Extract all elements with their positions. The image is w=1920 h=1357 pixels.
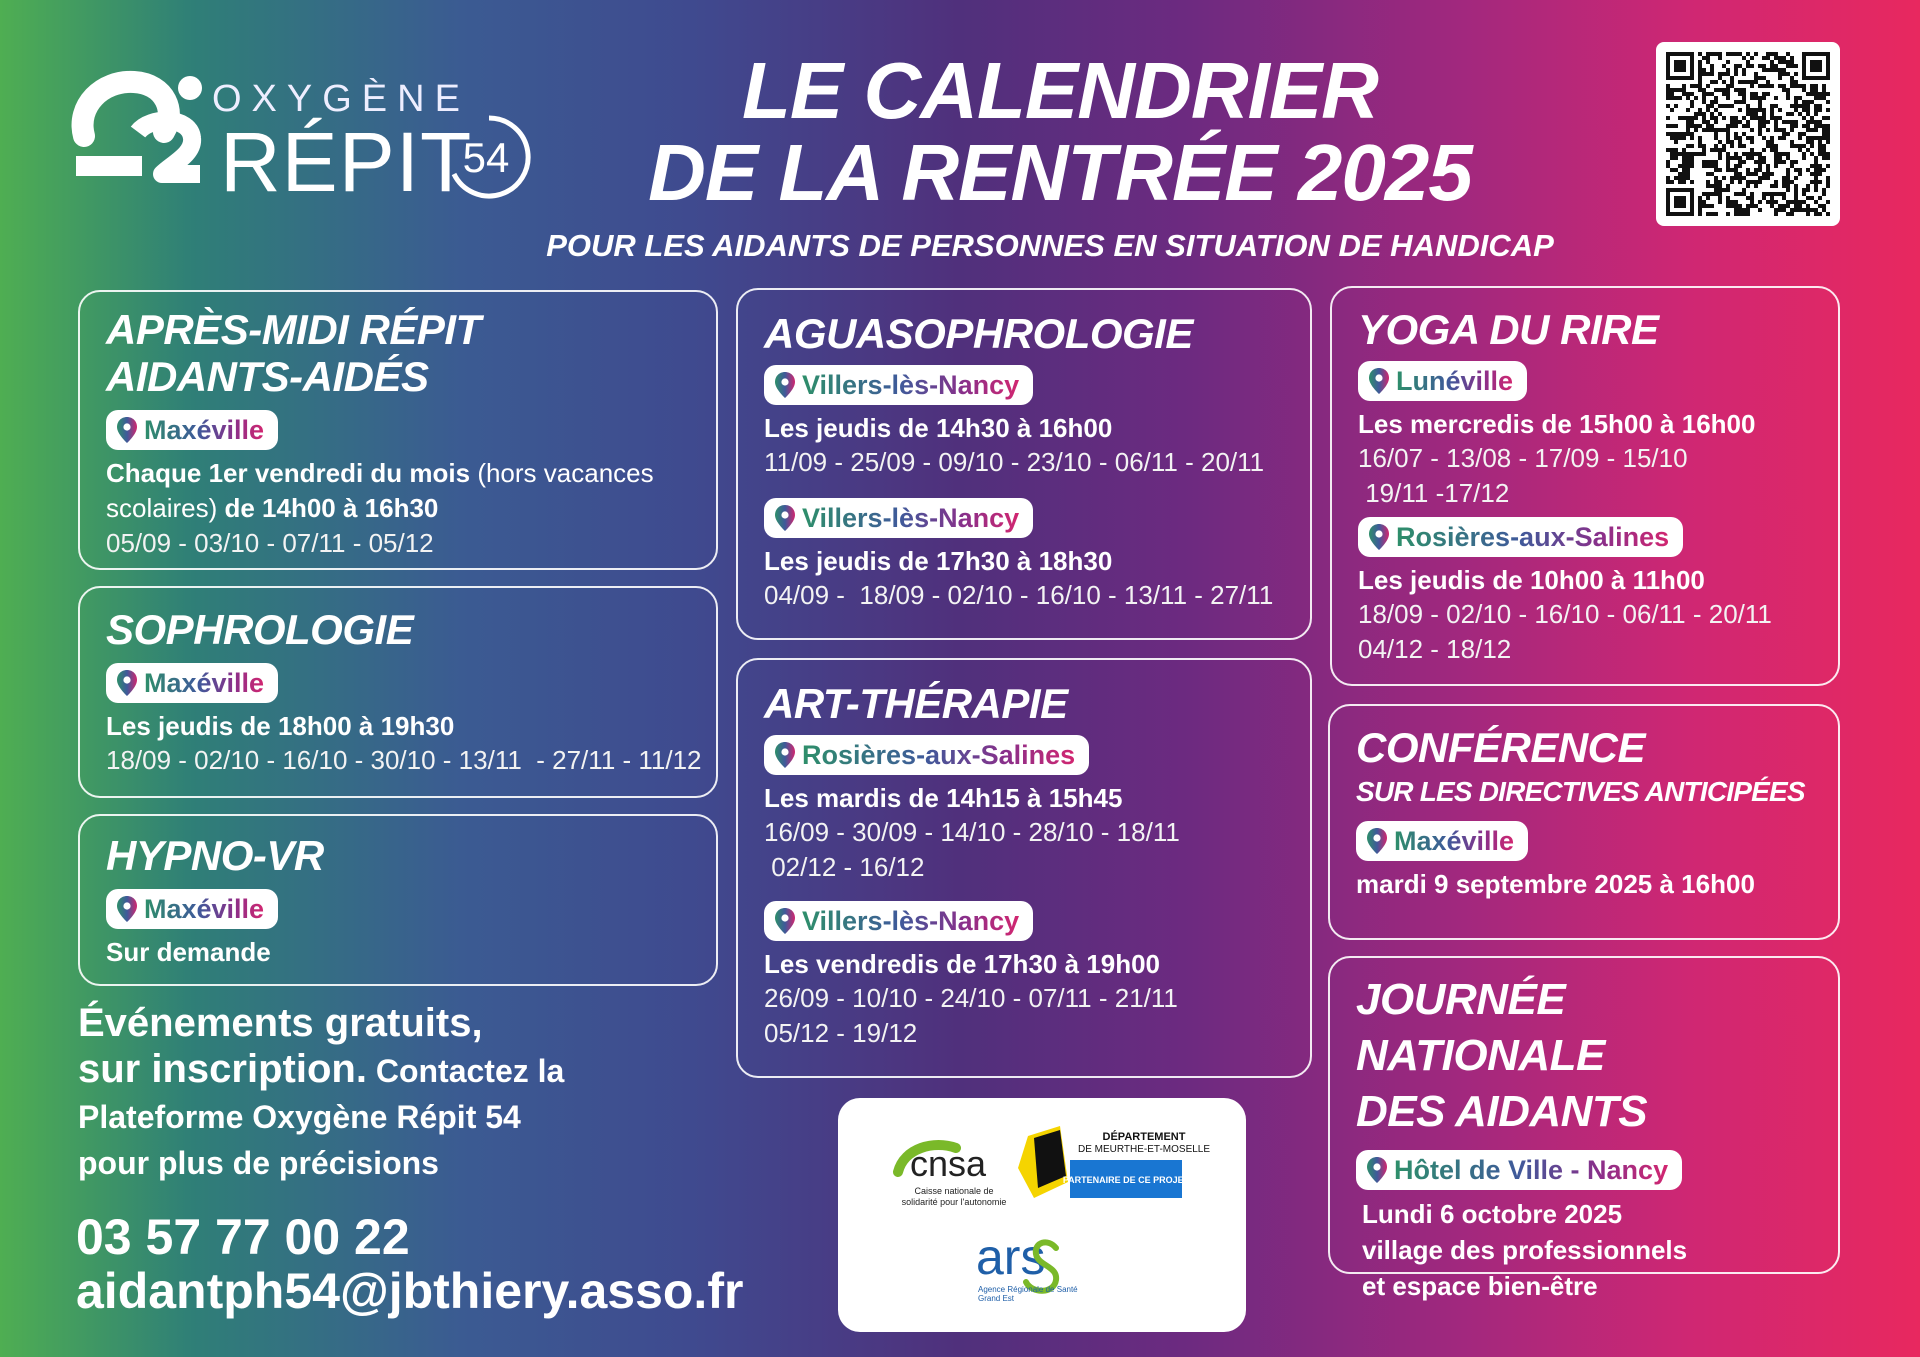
location-pin-icon — [774, 741, 796, 769]
email-address[interactable]: aidantph54@jbthiery.asso.fr — [76, 1263, 744, 1319]
event-date: Lundi 6 octobre 2025 — [1362, 1199, 1623, 1229]
departement-logo — [1018, 1126, 1210, 1198]
location-name: Villers-lès-Nancy — [802, 906, 1020, 936]
schedule-text — [106, 456, 690, 526]
location-pin-icon — [774, 907, 796, 935]
location-name: Maxéville — [144, 668, 265, 698]
dates-line-2: 02/12 - 16/12 — [764, 852, 925, 882]
page-subtitle: POUR LES AIDANTS DE PERSONNES EN SITUATION DE HANDICAP — [546, 228, 1554, 263]
card-sophrologie — [78, 586, 718, 798]
dates-list: 04/09 - 18/09 - 02/10 - 16/10 - 13/11 - 27/11 — [764, 580, 1274, 610]
card-title-line-2: DES AIDANTS — [1356, 1087, 1648, 1136]
dept-line-2: DE MEURTHE-ET-MOSELLE — [1077, 1144, 1211, 1155]
dates-list: 18/09 - 02/10 - 16/10 - 30/10 - 13/11 - 27/11 - 11/12 — [106, 745, 702, 775]
qr-code[interactable] — [1656, 42, 1840, 226]
card-journee-nationale — [1328, 956, 1840, 1301]
schedule-text: Les mercredis de 15h00 à 16h00 — [1358, 409, 1756, 439]
contact-text: Contactez la — [366, 1053, 565, 1089]
location-badge — [106, 663, 278, 703]
ars-line-1: Agence Régionale de Santé — [978, 1285, 1078, 1294]
registration-line — [78, 1046, 718, 1094]
card-title-line-2: AIDANTS-AIDÉS — [106, 353, 429, 400]
dates-line-1: 26/09 - 10/10 - 24/10 - 07/11 - 21/11 — [764, 983, 1178, 1013]
cnsa-line-1: Caisse nationale de — [914, 1186, 994, 1196]
card-art-therapie — [736, 658, 1312, 1078]
o2-logo-icon — [72, 66, 212, 196]
logo-54-badge — [444, 112, 534, 202]
schedule-text: Les vendredis de 17h30 à 19h00 — [764, 949, 1160, 979]
location-badge — [1358, 361, 1527, 401]
schedule-time: de 14h00 à 16h30 — [217, 493, 439, 523]
ars-name: ars — [976, 1229, 1046, 1285]
location-name: Maxéville — [1394, 826, 1515, 856]
qr-code-icon — [1666, 52, 1830, 216]
ars-logo — [976, 1229, 1078, 1303]
location-badge — [764, 735, 1089, 775]
dates-line-1: 16/07 - 13/08 - 17/09 - 15/10 — [1358, 443, 1688, 473]
qr-finder-pattern — [1666, 52, 1694, 80]
location-badge — [106, 889, 278, 929]
schedule-text: mardi 9 septembre 2025 à 16h00 — [1356, 869, 1755, 899]
location-pin-icon — [1366, 1156, 1388, 1184]
location-badge — [106, 410, 278, 450]
logo-oxygene-text: OXYGÈNE — [212, 78, 470, 120]
card-hypno-vr — [78, 814, 718, 986]
event-detail-1: village des professionnels — [1362, 1235, 1688, 1265]
schedule-text: Les jeudis de 17h30 à 18h30 — [764, 546, 1113, 576]
card-title: AGUASOPHROLOGIE — [764, 310, 1193, 357]
title-line-1: LE CALENDRIER — [742, 46, 1378, 135]
qr-finder-pattern — [1802, 52, 1830, 80]
location-name: Villers-lès-Nancy — [802, 503, 1020, 533]
dates-line-1: 18/09 - 02/10 - 16/10 - 06/11 - 20/11 — [1358, 599, 1772, 629]
card-yoga-du-rire — [1330, 286, 1840, 686]
schedule-text: Les jeudis de 10h00 à 11h00 — [1358, 565, 1705, 595]
cnsa-name: cnsa — [910, 1143, 987, 1184]
card-aguasophrologie — [736, 288, 1312, 640]
oxygene-repit-logo — [72, 64, 542, 209]
partner-logos — [838, 1098, 1246, 1332]
location-pin-icon — [116, 669, 138, 697]
card-title — [1356, 972, 1812, 1140]
dates-list: 05/09 - 03/10 - 07/11 - 05/12 — [106, 528, 434, 558]
location-name: Rosières-aux-Salines — [1396, 522, 1670, 552]
schedule-text: Sur demande — [106, 937, 271, 967]
cnsa-line-2: solidarité pour l'autonomie — [901, 1197, 1007, 1207]
location-name: Maxéville — [144, 415, 265, 445]
platform-line: Plateforme Oxygène Répit 54 — [78, 1099, 521, 1135]
qr-finder-pattern — [1666, 188, 1694, 216]
dept-badge-text: PARTENAIRE DE CE PROJET — [1062, 1175, 1190, 1185]
card-conference — [1328, 704, 1840, 940]
details-line: pour plus de précisions — [78, 1145, 439, 1181]
card-title-line-1: JOURNÉE NATIONALE — [1356, 975, 1605, 1080]
location-pin-icon — [116, 895, 138, 923]
location-badge — [1356, 1150, 1682, 1190]
free-events-line: Événements gratuits, — [78, 1001, 483, 1045]
location-name: Lunéville — [1396, 366, 1514, 396]
location-pin-icon — [774, 371, 796, 399]
schedule-text: Les jeudis de 14h30 à 16h00 — [764, 413, 1113, 443]
dates-line-2: 05/12 - 19/12 — [764, 1018, 918, 1048]
card-title — [106, 306, 690, 400]
location-pin-icon — [1368, 367, 1390, 395]
registration-text: sur inscription. — [78, 1047, 367, 1091]
card-title: ART-THÉRAPIE — [764, 680, 1068, 727]
dept-line-1: DÉPARTEMENT — [1102, 1131, 1186, 1143]
title-line-2: DE LA RENTRÉE 2025 — [648, 128, 1472, 217]
card-apres-midi-repit — [78, 290, 718, 570]
contact-info — [78, 1000, 718, 1186]
location-badge — [1356, 821, 1528, 861]
location-pin-icon — [774, 504, 796, 532]
location-badge — [764, 365, 1033, 405]
schedule-bold: Chaque 1er vendredi du mois — [106, 458, 471, 488]
location-pin-icon — [1368, 523, 1390, 551]
location-pin-icon — [1366, 827, 1388, 855]
dates-list: 11/09 - 25/09 - 09/10 - 23/10 - 06/11 - 20/11 — [764, 447, 1265, 477]
dates-line-2: 04/12 - 18/12 — [1358, 634, 1512, 664]
card-subtitle: SUR LES DIRECTIVES ANTICIPÉES — [1356, 776, 1805, 807]
dates-line-1: 16/09 - 30/09 - 14/10 - 28/10 - 18/11 — [764, 817, 1180, 847]
card-title: SOPHROLOGIE — [106, 606, 414, 653]
location-badge — [764, 498, 1033, 538]
cnsa-logo — [898, 1143, 1006, 1207]
schedule-note: (hors vacances scolaires) — [106, 458, 654, 523]
card-title: CONFÉRENCE — [1356, 724, 1646, 771]
location-name: Villers-lès-Nancy — [802, 370, 1020, 400]
logo-number: 54 — [462, 134, 510, 181]
logo-repit-text: RÉPIT — [220, 115, 473, 209]
location-name: Rosières-aux-Salines — [802, 740, 1076, 770]
card-title: HYPNO-VR — [106, 832, 324, 879]
schedule-text: Les jeudis de 18h00 à 19h30 — [106, 711, 455, 741]
event-detail-2: et espace bien-être — [1362, 1271, 1598, 1301]
partners-box — [838, 1098, 1246, 1332]
card-title-line-1: APRÈS-MIDI RÉPIT — [106, 306, 481, 353]
location-pin-icon — [116, 416, 138, 444]
location-name: Maxéville — [144, 894, 265, 924]
location-badge — [1358, 517, 1683, 557]
phone-number[interactable]: 03 57 77 00 22 — [76, 1209, 410, 1265]
card-title: YOGA DU RIRE — [1358, 306, 1659, 353]
page-title — [580, 46, 1540, 217]
dates-line-2: 19/11 -17/12 — [1358, 478, 1510, 508]
schedule-text: Les mardis de 14h15 à 15h45 — [764, 783, 1123, 813]
ars-line-2: Grand Est — [978, 1294, 1015, 1303]
location-badge — [764, 901, 1033, 941]
location-name: Hôtel de Ville - Nancy — [1394, 1155, 1669, 1185]
